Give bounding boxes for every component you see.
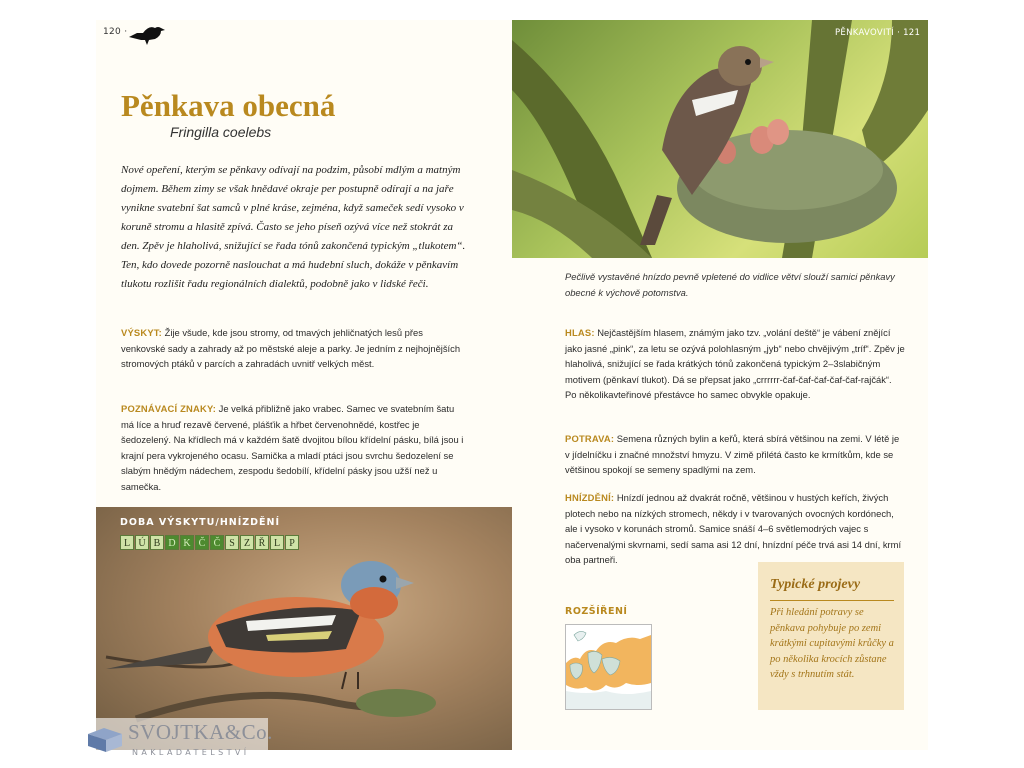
month-cell: P <box>285 535 299 550</box>
potrava-section <box>565 431 905 478</box>
bird-silhouette-icon <box>127 22 167 48</box>
box-title: Typické projevy <box>770 577 861 592</box>
box-text: Při hledání potravy se pěnkava pohybuje po zemi krátkými cupitavými krůčky a po několika krocích zůstane vždy s trhnutím stát. <box>770 607 894 680</box>
species-title: Pěnkava obecná <box>121 88 336 123</box>
month-cell: S <box>225 535 239 550</box>
photo-caption: Pečlivě vystavěné hnízdo pevně vpletené do vidlice větví slouží samici pěnkavy obecné k výchově potomstva. <box>565 271 895 298</box>
box-divider <box>770 600 894 601</box>
vyskyt-text: Žije všude, kde jsou stromy, od tmavých jehličnatých lesů přes venkovské sady a zahrady až po městské aleje a parky. Je jedním z nejhojnějších stromových ptáků v parcích a zahradách uvnitř velkých měst. <box>121 327 461 369</box>
latin-name: Fringilla coelebs <box>170 124 272 140</box>
znaky-section <box>121 401 466 494</box>
hlas-section <box>565 325 905 403</box>
month-cell: L <box>270 535 284 550</box>
month-cell: Ř <box>255 535 269 550</box>
hnizdeni-text: Hnízdí jednou až dvakrát ročně, většinou v hustých keřích, živých plotech nebo na nízkých stromech, někdy i v tvarovaných ovocných kordónech, ale i vysoko v korunách stromů. Samice snáší 4–6 světlemodrých vajec s načervenalými skvrnami, sedí sama asi 12 dní, hnízdní péče trvá asi 14 dní, krmí oba partneři. <box>565 492 902 565</box>
page-number-left: 120 · <box>103 27 128 37</box>
hlas-text: Nejčastějším hlasem, známým jako tzv. „volání deště“ je vábení znějící jako jasné „pink“, za letu se ozývá polohlasným „jyb“ nebo chvějivým „tríf“. Zpěv je hlaholivá, snižující se řada krátkých tónů zakončená typickým 2–3slabičným motivem (pěnkaví tlukot). Dá se přepsat jako „crrrrrr-čaf-čaf-čaf-čaf-čaf-rajčák“. Po několikavteřinové přestávce ho samec obvykle opakuje. <box>565 327 905 400</box>
publisher-subtitle: NAKLADATELSTVÍ <box>132 748 250 757</box>
season-label: DOBA VÝSKYTU/HNÍZDĚNÍ <box>120 517 281 528</box>
znaky-label: POZNÁVACÍ ZNAKY: <box>121 403 217 414</box>
hlas-label: HLAS: <box>565 327 595 338</box>
potrava-label: POTRAVA: <box>565 433 615 444</box>
vyskyt-label: VÝSKYT: <box>121 327 162 338</box>
hnizdeni-section <box>565 490 905 568</box>
month-cell: L <box>120 535 134 550</box>
month-cell: Č <box>210 535 224 550</box>
nest-photo <box>512 20 928 258</box>
potrava-text: Semena různých bylin a keřů, která sbírá většinou na zemi. V létě je v jídelníčku i značné množství hmyzu. V zimě přilétá často ke krmítkům, kde se většinou spokojí se semeny spadlými na zem. <box>565 433 900 475</box>
intro-paragraph: Nové opeření, kterým se pěnkavy odívají na podzim, působí mdlým a matným dojmem. Během zimy se však hnědavé okraje per postupně odírají a na jaře vynikne svatební šat samců v plné kráse, zejména, když sameček sedí vysoko v koruně stromu a hlasitě zpívá. Často se jeho píseň ozývá více než stokrát za den. Zpěv je hlaholivá, snižující se řada tónů zakončená typickým „tlukotem“. Ten, kdo dovede pozorně naslouchat a má hudební sluch, dokáže v pěnkavím tlukotu rozlišit řadu regionálních dialektů, podobně jako v lidské řeči. <box>121 164 466 290</box>
book-logo-icon <box>86 724 124 754</box>
month-cell: B <box>150 535 164 550</box>
distribution-label: ROZŠÍŘENÍ <box>565 606 628 617</box>
publisher-name: SVOJTKA&Co. <box>128 720 273 744</box>
page-number-right: PĚNKAVOVITÍ · 121 <box>835 28 921 38</box>
month-cell: K <box>180 535 194 550</box>
hnizdeni-label: HNÍZDĚNÍ: <box>565 492 615 503</box>
vyskyt-section <box>121 325 466 372</box>
month-cell: Z <box>240 535 254 550</box>
season-calendar <box>120 535 300 550</box>
month-cell: Č <box>195 535 209 550</box>
month-cell: Ú <box>135 535 149 550</box>
month-cell: D <box>165 535 179 550</box>
znaky-text: Je velká přibližně jako vrabec. Samec ve svatebním šatu má líce a hruď rezavě červené, plášťik a hřbet červenohnědé, kostřec je šedozelený. Na křídlech má v každém šatě dvojitou bílou křídelní pásku, bílá jsou i krajní pera vykrojeného ocasu. Samička a mladí ptáci jsou svrchu šedozelení se slabým hnědým nádechem, zespodu šedobílí, křídelní pásky jsou užší než u samečka. <box>121 403 464 492</box>
distribution-map <box>565 624 652 710</box>
